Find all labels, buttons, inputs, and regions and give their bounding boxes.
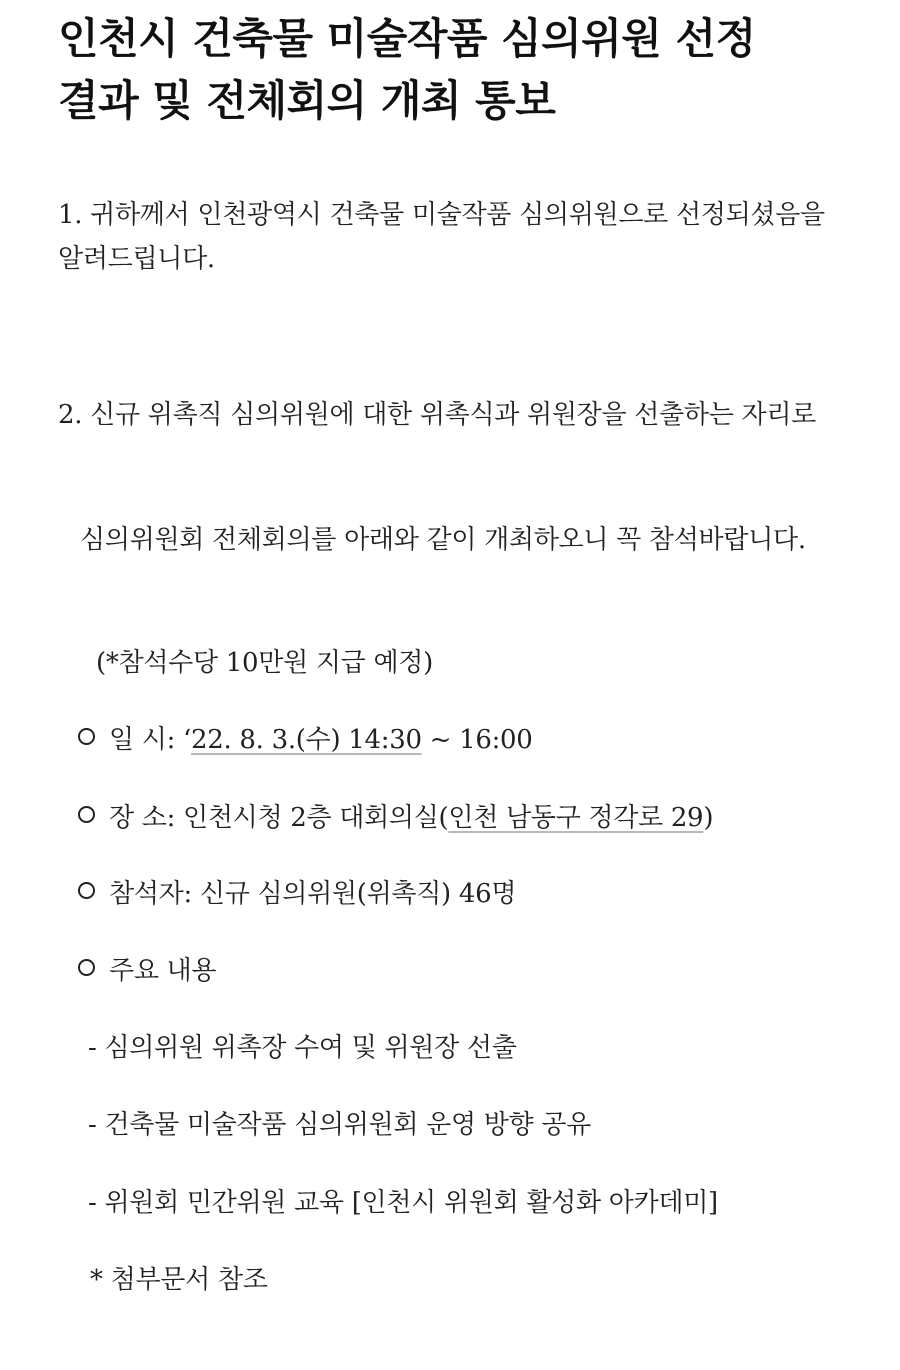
datetime-link[interactable]: 22. 8. 3.(수) 14:30 bbox=[191, 725, 422, 755]
list-item: - 건축물 미술작품 심의위원회 운영 방향 공유 bbox=[88, 1110, 591, 1140]
page-title bbox=[58, 8, 858, 132]
list-item: - 위원회 민간위원 교육 [인천시 위원회 활성화 아카데미] bbox=[88, 1188, 718, 1218]
datetime-suffix: ~ 16:00 bbox=[421, 725, 533, 755]
circle-bullet-icon bbox=[78, 959, 95, 976]
attachment-note: * 첨부문서 참조 bbox=[90, 1265, 268, 1295]
detail-place bbox=[78, 798, 713, 838]
main-content-label: 주요 내용 bbox=[109, 956, 217, 986]
place-label: 장 소: 인천시청 2층 대회의실( bbox=[109, 803, 449, 833]
paragraph-meeting-intro: 2. 신규 위촉직 심의위원에 대한 위촉식과 위원장을 선출하는 자리로 bbox=[58, 400, 816, 430]
allowance-note: (*참석수당 10만원 지급 예정) bbox=[96, 648, 433, 678]
circle-bullet-icon bbox=[78, 728, 95, 745]
title-line-2: 결과 및 전체회의 개최 통보 bbox=[58, 76, 556, 125]
circle-bullet-icon bbox=[78, 882, 95, 899]
paragraph-meeting-request: 심의위원회 전체회의를 아래와 같이 개최하오니 꼭 참석바랍니다. bbox=[80, 525, 806, 555]
circle-bullet-icon bbox=[78, 806, 95, 823]
title-line-1: 인천시 건축물 미술작품 심의위원 선정 bbox=[58, 14, 756, 63]
paragraph-selection-notice: 1. 귀하께서 인천광역시 건축물 미술작품 심의위원으로 선정되셨음을 알려드립니다. bbox=[58, 200, 825, 274]
attendees-text: 참석자: 신규 심의위원(위촉직) 46명 bbox=[109, 879, 517, 909]
list-item: - 심의위원 위촉장 수여 및 위원장 선출 bbox=[88, 1033, 517, 1063]
datetime-label: 일 시: ‘ bbox=[109, 725, 191, 755]
detail-datetime bbox=[78, 720, 533, 760]
address-link[interactable]: 인천 남동구 정각로 29 bbox=[448, 803, 704, 833]
detail-main-content bbox=[78, 951, 216, 991]
place-suffix: ) bbox=[703, 803, 714, 833]
detail-attendees bbox=[78, 874, 516, 914]
